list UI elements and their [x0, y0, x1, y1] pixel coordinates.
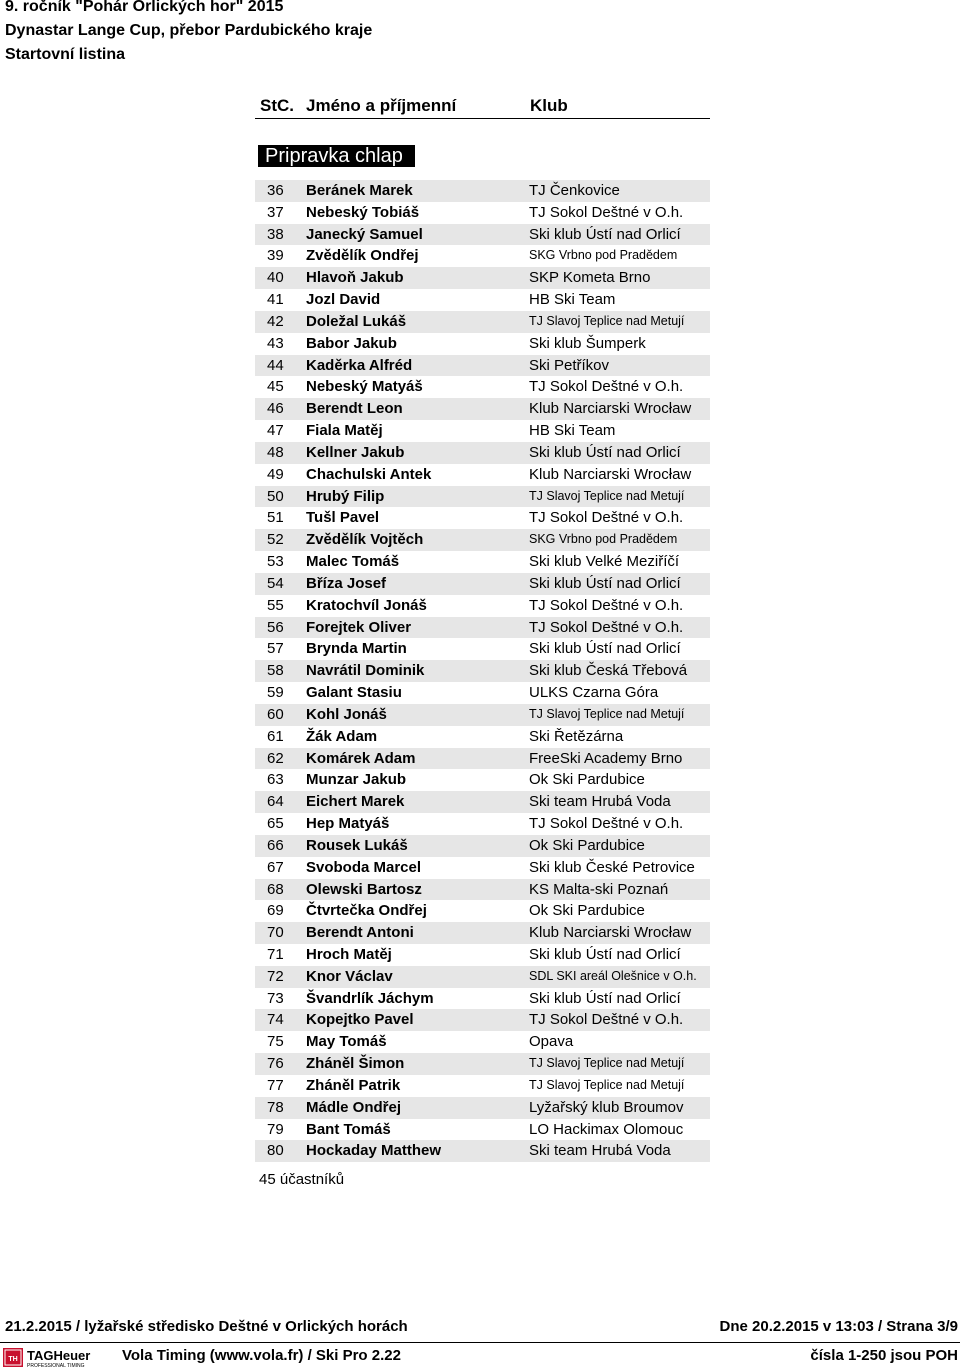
name-cell: Zvědělík Ondřej — [306, 247, 419, 265]
table-row — [255, 245, 710, 267]
club-cell: Ok Ski Pardubice — [529, 771, 645, 789]
club-cell: FreeSki Academy Brno — [529, 749, 683, 767]
name-cell: May Tomáš — [306, 1033, 387, 1051]
table-row — [255, 944, 710, 966]
bib-cell: 46 — [267, 400, 284, 418]
table-row — [255, 726, 710, 748]
column-header-name: Jméno a příjmenní — [306, 96, 457, 115]
name-cell: Babor Jakub — [306, 334, 397, 352]
footer-print-info: Dne 20.2.2015 v 13:03 / Strana 3/9 — [719, 1318, 958, 1335]
club-cell: Klub Narciarski Wrocław — [529, 400, 692, 418]
club-cell: TJ Sokol Deštné v O.h. — [529, 1011, 684, 1029]
name-cell: Forejtek Oliver — [306, 618, 412, 636]
name-cell: Fiala Matěj — [306, 422, 383, 440]
bib-cell: 64 — [267, 793, 284, 811]
table-row — [255, 486, 710, 508]
bib-cell: 58 — [267, 662, 284, 680]
bib-cell: 38 — [267, 225, 284, 243]
name-cell: Hep Matyáš — [306, 815, 390, 833]
bib-cell: 73 — [267, 989, 284, 1007]
name-cell: Hroch Matěj — [306, 945, 392, 963]
bib-cell: 71 — [267, 945, 284, 963]
name-cell: Nebeský Matyáš — [306, 378, 423, 396]
club-cell: Ski klub Ústí nad Orlicí — [529, 640, 681, 658]
club-cell: Klub Narciarski Wrocław — [529, 924, 692, 942]
bib-cell: 77 — [267, 1076, 284, 1094]
table-row — [255, 1097, 710, 1119]
bib-cell: 69 — [267, 902, 284, 920]
club-cell: HB Ski Team — [529, 422, 616, 440]
name-cell: Zháněl Patrik — [306, 1076, 401, 1094]
bib-cell: 54 — [267, 574, 284, 592]
table-row — [255, 857, 710, 879]
table-row — [255, 617, 710, 639]
table-row — [255, 267, 710, 289]
table-row — [255, 529, 710, 551]
club-cell: Ski klub Ústí nad Orlicí — [529, 945, 681, 963]
name-cell: Chachulski Antek — [306, 465, 432, 483]
name-cell: Kopejtko Pavel — [306, 1011, 414, 1029]
club-cell: TJ Slavoj Teplice nad Metují — [529, 313, 685, 328]
bib-range-note: čísla 1-250 jsou POH — [810, 1347, 958, 1364]
table-row — [255, 704, 710, 726]
table-row — [255, 1009, 710, 1031]
club-cell: Ski klub Česká Třebová — [529, 662, 688, 680]
name-cell: Hrubý Filip — [306, 487, 385, 505]
name-cell: Brynda Martin — [306, 640, 407, 658]
name-cell: Rousek Lukáš — [306, 836, 408, 854]
club-cell: Ski team Hrubá Voda — [529, 793, 671, 811]
club-cell: Ski klub Ústí nad Orlicí — [529, 225, 681, 243]
name-cell: Navrátil Dominik — [306, 662, 425, 680]
svg-text:TH: TH — [8, 1356, 18, 1363]
name-cell: Munzar Jakub — [306, 771, 407, 789]
bib-cell: 76 — [267, 1055, 284, 1073]
table-row — [255, 202, 710, 224]
bib-cell: 55 — [267, 596, 284, 614]
name-cell: Tušl Pavel — [306, 509, 380, 527]
bib-cell: 68 — [267, 880, 284, 898]
club-cell: Ok Ski Pardubice — [529, 902, 645, 920]
club-cell: Ski Řetězárna — [529, 727, 624, 745]
bib-cell: 42 — [267, 312, 284, 330]
club-cell: ULKS Czarna Góra — [529, 684, 659, 702]
table-row — [255, 660, 710, 682]
bib-cell: 59 — [267, 684, 284, 702]
bib-cell: 41 — [267, 291, 284, 309]
name-cell: Mádle Ondřej — [306, 1098, 402, 1116]
table-row — [255, 573, 710, 595]
name-cell: Bant Tomáš — [306, 1120, 391, 1138]
table-row — [255, 900, 710, 922]
table-row — [255, 813, 710, 835]
club-cell: SKG Vrbno pod Pradědem — [529, 248, 678, 263]
table-row — [255, 1053, 710, 1075]
column-header-club: Klub — [530, 96, 568, 115]
club-cell: Ski klub Ústí nad Orlicí — [529, 443, 681, 461]
bib-cell: 63 — [267, 771, 284, 789]
footer-date-venue: 21.2.2015 / lyžařské středisko Deštné v Orlických horách — [5, 1318, 408, 1335]
club-cell: Ski klub Ústí nad Orlicí — [529, 574, 681, 592]
bib-cell: 66 — [267, 836, 284, 854]
club-cell: KS Malta-ski Poznań — [529, 880, 669, 898]
bib-cell: 52 — [267, 531, 284, 549]
event-title: 9. ročník "Pohár Orlických hor" 2015 — [5, 0, 284, 15]
name-cell: Žák Adam — [306, 727, 378, 745]
table-row — [255, 420, 710, 442]
table-row — [255, 507, 710, 529]
club-cell: SKP Kometa Brno — [529, 269, 651, 287]
bib-cell: 56 — [267, 618, 284, 636]
name-cell: Doležal Lukáš — [306, 312, 407, 330]
name-cell: Svoboda Marcel — [306, 858, 422, 876]
club-cell: LO Hackimax Olomouc — [529, 1120, 684, 1138]
club-cell: SDL SKI areál Olešnice v O.h. — [529, 968, 697, 983]
bib-cell: 72 — [267, 967, 284, 985]
footer-divider — [0, 1342, 960, 1343]
table-row — [255, 1075, 710, 1097]
bib-cell: 65 — [267, 815, 284, 833]
name-cell: Kratochvíl Jonáš — [306, 596, 427, 614]
club-cell: TJ Slavoj Teplice nad Metují — [529, 488, 685, 503]
bib-cell: 48 — [267, 443, 284, 461]
header-divider — [255, 118, 710, 119]
start-list — [255, 180, 710, 1162]
club-cell: Klub Narciarski Wrocław — [529, 465, 692, 483]
name-cell: Bříza Josef — [306, 574, 387, 592]
club-cell: HB Ski Team — [529, 291, 616, 309]
bib-cell: 47 — [267, 422, 284, 440]
table-row — [255, 879, 710, 901]
bib-cell: 62 — [267, 749, 284, 767]
name-cell: Zháněl Šimon — [306, 1055, 405, 1073]
club-cell: TJ Slavoj Teplice nad Metují — [529, 1077, 685, 1092]
table-row — [255, 464, 710, 486]
club-cell: TJ Sokol Deštné v O.h. — [529, 509, 684, 527]
club-cell: TJ Čenkovice — [529, 182, 620, 199]
bib-cell: 70 — [267, 924, 284, 942]
club-cell: Ski klub Velké Meziříčí — [529, 553, 680, 571]
club-cell: TJ Sokol Deštné v O.h. — [529, 596, 684, 614]
table-row — [255, 1031, 710, 1053]
bib-cell: 45 — [267, 378, 284, 396]
table-row — [255, 224, 710, 246]
name-cell: Berendt Leon — [306, 400, 403, 418]
participant-count: 45 účastníků — [259, 1171, 345, 1188]
table-row — [255, 442, 710, 464]
club-cell: Ski klub Ústí nad Orlicí — [529, 989, 681, 1007]
table-row — [255, 966, 710, 988]
table-row — [255, 791, 710, 813]
club-cell: Ski klub Šumperk — [529, 334, 646, 352]
club-cell: Ok Ski Pardubice — [529, 836, 645, 854]
bib-cell: 80 — [267, 1142, 284, 1160]
bib-cell: 49 — [267, 465, 284, 483]
bib-cell: 36 — [267, 182, 284, 199]
club-cell: TJ Sokol Deštné v O.h. — [529, 815, 684, 833]
table-row — [255, 311, 710, 333]
club-cell: Ski team Hrubá Voda — [529, 1142, 671, 1160]
name-cell: Knor Václav — [306, 967, 393, 985]
name-cell: Janecký Samuel — [306, 225, 423, 243]
table-row — [255, 748, 710, 770]
table-row — [255, 333, 710, 355]
table-row — [255, 769, 710, 791]
name-cell: Nebeský Tobiáš — [306, 203, 420, 221]
bib-cell: 37 — [267, 203, 284, 221]
table-row — [255, 988, 710, 1010]
club-cell: TJ Sokol Deštné v O.h. — [529, 378, 684, 396]
name-cell: Zvědělík Vojtěch — [306, 531, 424, 549]
table-row — [255, 638, 710, 660]
logo-wordmark: TAGHeuer — [27, 1348, 91, 1363]
club-cell: TJ Sokol Deštné v O.h. — [529, 203, 684, 221]
club-cell: TJ Sokol Deštné v O.h. — [529, 618, 684, 636]
bib-cell: 44 — [267, 356, 284, 374]
category-label: Pripravka chlap — [258, 145, 415, 167]
table-row — [255, 595, 710, 617]
bib-cell: 61 — [267, 727, 284, 745]
club-cell: Ski Petříkov — [529, 356, 610, 374]
table-row — [255, 180, 710, 202]
bib-cell: 78 — [267, 1098, 284, 1116]
event-subtitle: Dynastar Lange Cup, přebor Pardubického kraje — [5, 22, 373, 39]
tag-heuer-logo — [3, 1347, 113, 1368]
bib-cell: 50 — [267, 487, 284, 505]
timing-credit: Vola Timing (www.vola.fr) / Ski Pro 2.22 — [122, 1347, 401, 1364]
bib-cell: 43 — [267, 334, 284, 352]
club-cell: Opava — [529, 1033, 574, 1051]
name-cell: Berendt Antoni — [306, 924, 414, 942]
name-cell: Hockaday Matthew — [306, 1142, 442, 1160]
name-cell: Komárek Adam — [306, 749, 416, 767]
bib-cell: 57 — [267, 640, 284, 658]
table-row — [255, 922, 710, 944]
name-cell: Jozl David — [306, 291, 381, 309]
bib-cell: 39 — [267, 247, 284, 265]
table-row — [255, 835, 710, 857]
column-header-bib: StC. — [260, 96, 294, 115]
table-row — [255, 551, 710, 573]
table-row — [255, 398, 710, 420]
table-row — [255, 682, 710, 704]
logo-tagline: PROFESSIONAL TIMING — [27, 1363, 85, 1368]
table-row — [255, 376, 710, 398]
name-cell: Kellner Jakub — [306, 443, 405, 461]
club-cell: Lyžařský klub Broumov — [529, 1098, 684, 1116]
name-cell: Galant Stasiu — [306, 684, 402, 702]
name-cell: Švandrlík Jáchym — [306, 989, 434, 1007]
bib-cell: 60 — [267, 705, 284, 723]
name-cell: Eichert Marek — [306, 793, 405, 811]
club-cell: TJ Slavoj Teplice nad Metují — [529, 706, 685, 721]
name-cell: Beránek Marek — [306, 182, 413, 199]
table-row — [255, 355, 710, 377]
table-row — [255, 1119, 710, 1141]
name-cell: Čtvrtečka Ondřej — [306, 902, 427, 920]
bib-cell: 75 — [267, 1033, 284, 1051]
document-type: Startovní listina — [5, 46, 126, 63]
table-row — [255, 1140, 710, 1162]
name-cell: Hlavoň Jakub — [306, 269, 404, 287]
bib-cell: 67 — [267, 858, 284, 876]
bib-cell: 53 — [267, 553, 284, 571]
bib-cell: 51 — [267, 509, 284, 527]
bib-cell: 40 — [267, 269, 284, 287]
club-cell: SKG Vrbno pod Pradědem — [529, 532, 678, 547]
bib-cell: 74 — [267, 1011, 284, 1029]
name-cell: Kaděrka Alfréd — [306, 356, 413, 374]
bib-cell: 79 — [267, 1120, 284, 1138]
club-cell: Ski klub České Petrovice — [529, 858, 695, 876]
name-cell: Kohl Jonáš — [306, 705, 387, 723]
name-cell: Olewski Bartosz — [306, 880, 422, 898]
name-cell: Malec Tomáš — [306, 553, 400, 571]
table-row — [255, 289, 710, 311]
club-cell: TJ Slavoj Teplice nad Metují — [529, 1056, 685, 1071]
